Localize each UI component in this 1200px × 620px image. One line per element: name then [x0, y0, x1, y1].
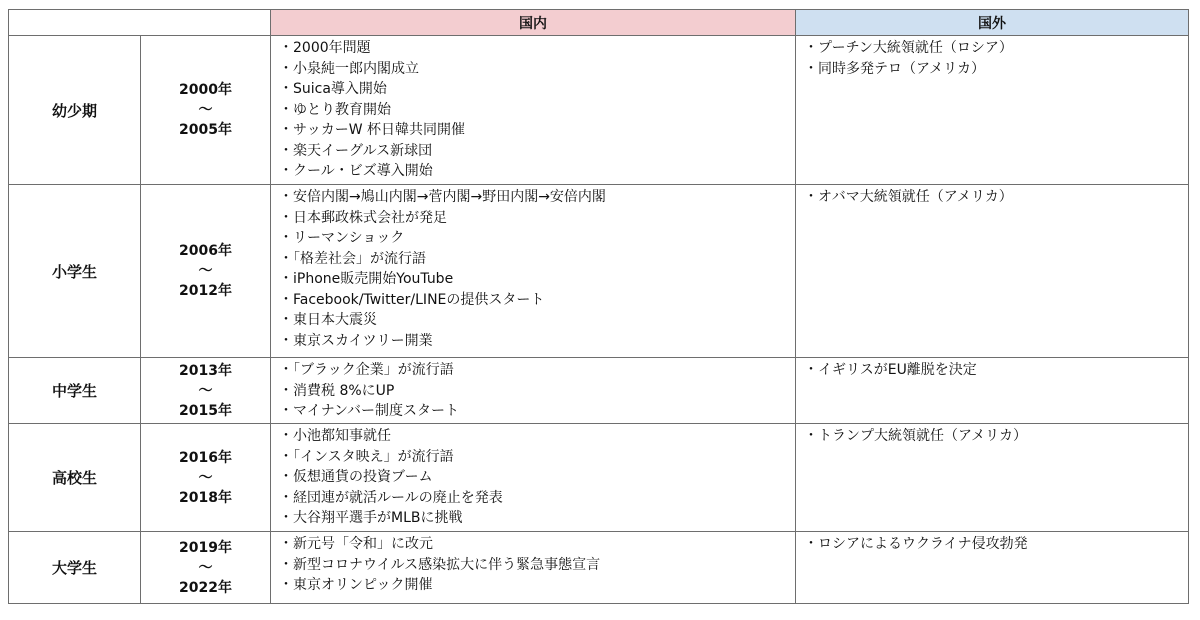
period-line: 2000年	[179, 82, 232, 98]
event-item: ・消費税 8%にUP	[279, 382, 395, 399]
event-item: ・東日本大震災	[279, 312, 377, 328]
table-row	[9, 36, 1189, 185]
event-item: ・ゆとり教育開始	[279, 101, 391, 118]
event-item: ・小池都知事就任	[279, 428, 391, 444]
event-item: ・同時多発テロ（アメリカ）	[804, 60, 986, 77]
header-row	[9, 10, 1189, 36]
event-item: ・新型コロナウイルス感染拡大に伴う緊急事態宣言	[279, 556, 601, 573]
table-row	[9, 424, 1189, 532]
event-item: ・2000年問題	[279, 40, 371, 56]
life-stage-cell: 高校生	[9, 424, 141, 532]
event-item: ・日本郵政株式会社が発足	[279, 209, 447, 226]
event-item: ・Suica導入開始	[279, 81, 387, 97]
international-events-cell	[796, 358, 1189, 424]
period-line: 2018年	[179, 489, 232, 506]
event-item: ・トランプ大統領就任（アメリカ）	[804, 428, 1028, 444]
domestic-events-cell	[271, 36, 796, 185]
period-line: 2013年	[179, 362, 232, 379]
event-item: ・マイナンバー制度スタート	[279, 403, 460, 419]
event-item: ・新元号「令和」に改元	[279, 536, 433, 552]
event-item: ・楽天イーグルス新球団	[279, 142, 433, 159]
header-blank	[9, 10, 271, 36]
domestic-events-cell	[271, 424, 796, 532]
period-cell	[141, 532, 271, 604]
event-item: ・クール・ビズ導入開始	[279, 163, 433, 179]
period-line: 2006年	[179, 243, 232, 259]
event-item: ・オバマ大統領就任（アメリカ）	[804, 189, 1013, 205]
event-item: ・東京オリンピック開催	[279, 577, 433, 593]
period-line: 〜	[198, 469, 213, 486]
international-events-cell	[796, 424, 1189, 532]
period-cell	[141, 358, 271, 424]
domestic-events-cell	[271, 358, 796, 424]
event-item: ・仮想通貨の投資ブーム	[279, 469, 433, 485]
table-row	[9, 532, 1189, 604]
period-line: 〜	[198, 102, 213, 118]
domestic-events-cell	[271, 532, 796, 604]
event-item: ・iPhone販売開始YouTube	[279, 271, 454, 287]
event-item: ・「インスタ映え」が流行語	[279, 448, 454, 465]
event-item: ・大谷翔平選手がMLBに挑戦	[279, 510, 463, 526]
period-line: 2019年	[179, 539, 232, 556]
period-line: 〜	[198, 382, 213, 399]
domestic-events-cell	[271, 185, 796, 358]
event-item: ・プーチン大統領就任（ロシア）	[804, 40, 1013, 56]
life-stage-cell: 大学生	[9, 532, 141, 604]
period-cell	[141, 36, 271, 185]
period-cell	[141, 424, 271, 532]
table-row	[9, 185, 1189, 358]
timeline-table	[8, 9, 1189, 604]
period-line: 〜	[198, 263, 213, 279]
international-events-cell	[796, 36, 1189, 185]
header-domestic: 国内	[271, 10, 796, 36]
period-line: 2012年	[179, 283, 232, 299]
life-stage-cell: 小学生	[9, 185, 141, 358]
event-item: ・東京スカイツリー開業	[279, 332, 433, 349]
header-international: 国外	[796, 10, 1189, 36]
period-line: 2022年	[179, 579, 232, 596]
event-item: ・ロシアによるウクライナ侵攻勃発	[804, 536, 1028, 552]
event-item: ・「格差社会」が流行語	[279, 250, 426, 267]
event-item: ・経団連が就活ルールの廃止を発表	[279, 489, 503, 506]
table-row	[9, 358, 1189, 424]
international-events-cell	[796, 185, 1189, 358]
event-item: ・「ブラック企業」が流行語	[279, 362, 454, 378]
period-cell	[141, 185, 271, 358]
international-events-cell	[796, 532, 1189, 604]
event-item: ・リーマンショック	[279, 230, 405, 246]
event-item: ・サッカーW 杯日韓共同開催	[279, 122, 466, 138]
event-item: ・安倍内閣→鳩山内閣→菅内閣→野田内閣→安倍内閣	[279, 189, 606, 205]
period-line: 2015年	[179, 402, 232, 419]
event-item: ・Facebook/Twitter/LINEの提供スタート	[279, 291, 545, 308]
period-line: 〜	[198, 559, 213, 576]
life-stage-cell: 中学生	[9, 358, 141, 424]
event-item: ・イギリスがEU離脱を決定	[804, 362, 977, 378]
life-stage-cell: 幼少期	[9, 36, 141, 185]
event-item: ・小泉純一郎内閣成立	[279, 60, 419, 77]
period-line: 2016年	[179, 449, 232, 466]
period-line: 2005年	[179, 122, 232, 138]
